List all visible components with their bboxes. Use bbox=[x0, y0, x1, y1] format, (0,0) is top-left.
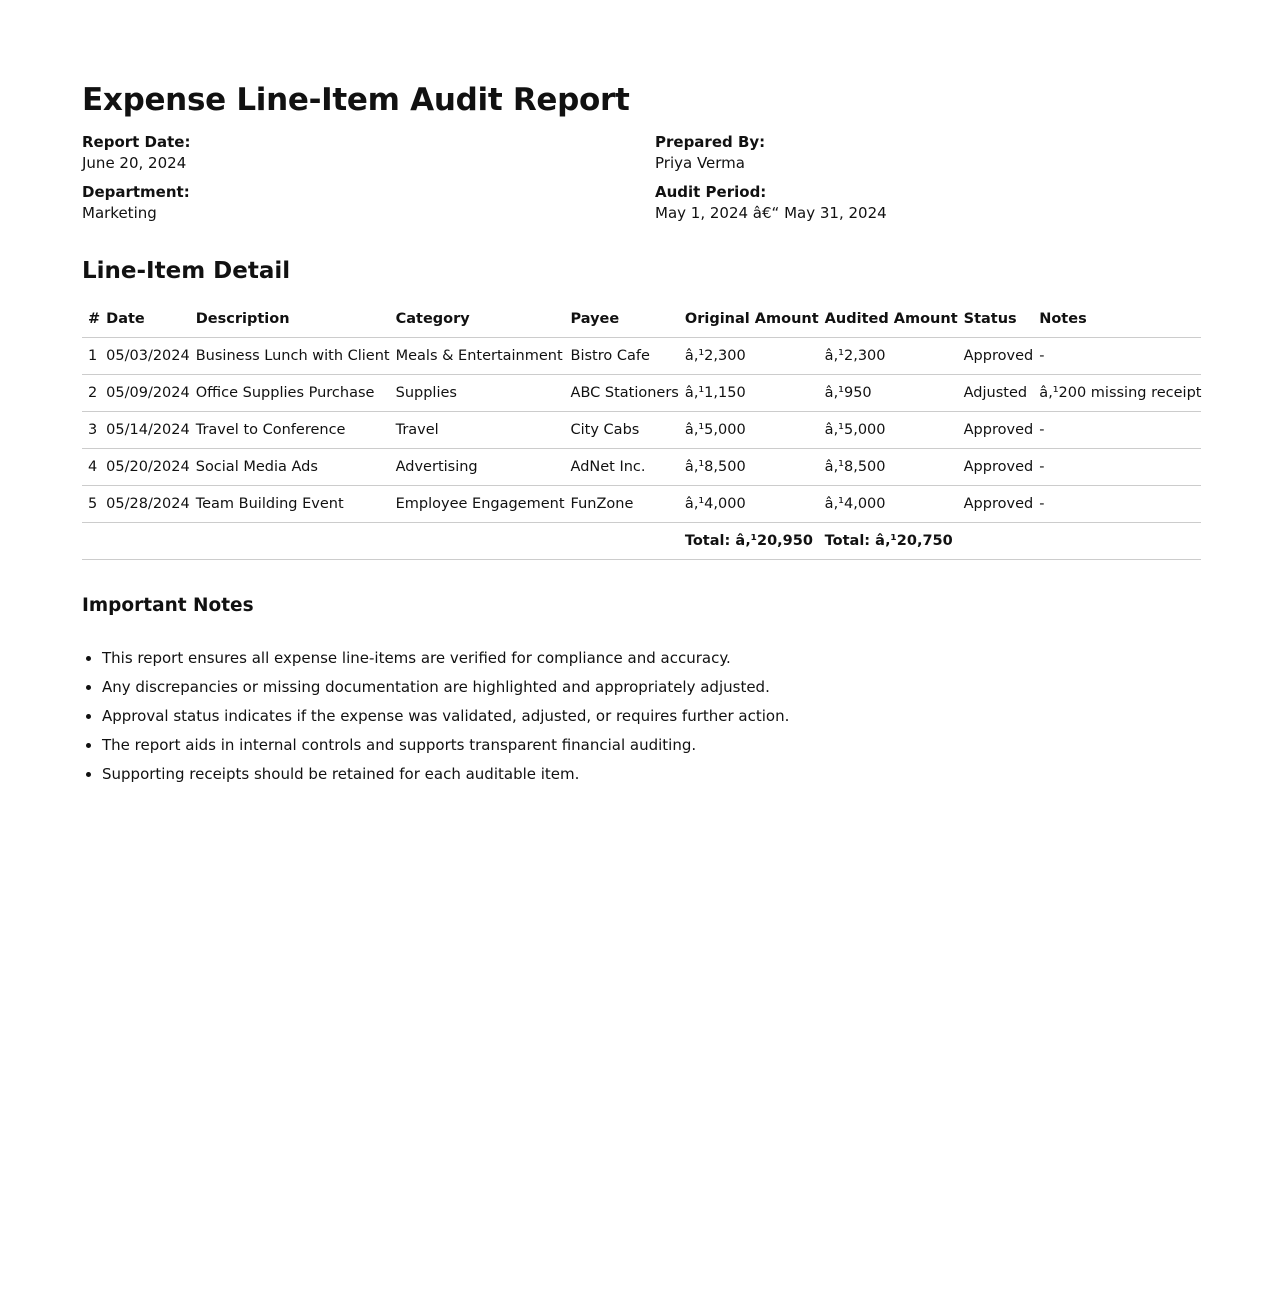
cell-category: Travel bbox=[390, 412, 565, 449]
cell-status: Approved bbox=[958, 338, 1034, 375]
report-page bbox=[82, 78, 1202, 789]
report-date-value: June 20, 2024 bbox=[82, 154, 187, 172]
audit-period-field bbox=[655, 182, 1196, 224]
totals-spacer bbox=[958, 523, 1034, 560]
cell-notes: - bbox=[1033, 338, 1201, 375]
totals-spacer bbox=[190, 523, 390, 560]
cell-date: 05/09/2024 bbox=[100, 375, 190, 412]
col-header-description: Description bbox=[190, 301, 390, 338]
cell-audited-amount: â‚¹4,000 bbox=[819, 486, 958, 523]
cell-number: 4 bbox=[82, 449, 100, 486]
cell-status: Adjusted bbox=[958, 375, 1034, 412]
table-row bbox=[82, 449, 1201, 486]
totals-row bbox=[82, 523, 1201, 560]
totals-spacer bbox=[100, 523, 190, 560]
notes-heading: Important Notes bbox=[82, 595, 254, 616]
line-item-table bbox=[82, 301, 1201, 560]
total-audited-amount: Total: â‚¹20,750 bbox=[819, 523, 958, 560]
cell-payee: Bistro Cafe bbox=[565, 338, 679, 375]
cell-number: 3 bbox=[82, 412, 100, 449]
col-header-category: Category bbox=[390, 301, 565, 338]
cell-description: Travel to Conference bbox=[190, 412, 390, 449]
department-value: Marketing bbox=[82, 204, 157, 222]
cell-status: Approved bbox=[958, 449, 1034, 486]
cell-notes: - bbox=[1033, 486, 1201, 523]
line-item-heading: Line-Item Detail bbox=[82, 258, 291, 284]
cell-payee: FunZone bbox=[565, 486, 679, 523]
list-item: • This report ensures all expense line-items are verified for compliance and accuracy. bbox=[102, 644, 1196, 673]
cell-original-amount: â‚¹2,300 bbox=[679, 338, 819, 375]
cell-audited-amount: â‚¹950 bbox=[819, 375, 958, 412]
totals-spacer bbox=[1033, 523, 1201, 560]
report-title: Expense Line-Item Audit Report bbox=[82, 82, 630, 118]
totals-spacer bbox=[565, 523, 679, 560]
cell-date: 05/14/2024 bbox=[100, 412, 190, 449]
cell-description: Business Lunch with Client bbox=[190, 338, 390, 375]
cell-number: 1 bbox=[82, 338, 100, 375]
cell-notes: - bbox=[1033, 449, 1201, 486]
table-header-row bbox=[82, 301, 1201, 338]
col-header-original-amount: Original Amount bbox=[679, 301, 819, 338]
totals-spacer bbox=[82, 523, 100, 560]
cell-notes: â‚¹200 missing receipt bbox=[1033, 375, 1201, 412]
cell-original-amount: â‚¹5,000 bbox=[679, 412, 819, 449]
totals-spacer bbox=[390, 523, 565, 560]
col-header-audited-amount: Audited Amount bbox=[819, 301, 958, 338]
cell-audited-amount: â‚¹8,500 bbox=[819, 449, 958, 486]
cell-category: Advertising bbox=[390, 449, 565, 486]
cell-status: Approved bbox=[958, 412, 1034, 449]
audit-period-value: May 1, 2024 â€“ May 31, 2024 bbox=[655, 204, 887, 222]
cell-category: Employee Engagement bbox=[390, 486, 565, 523]
notes-list bbox=[82, 644, 1196, 789]
total-original-amount: Total: â‚¹20,950 bbox=[679, 523, 819, 560]
list-item: • The report aids in internal controls and supports transparent financial auditing. bbox=[102, 731, 1196, 760]
department-label: Department: bbox=[82, 183, 190, 201]
list-item: • Approval status indicates if the expense was validated, adjusted, or requires further action. bbox=[102, 702, 1196, 731]
cell-original-amount: â‚¹8,500 bbox=[679, 449, 819, 486]
department-field bbox=[82, 182, 655, 224]
col-header-date: Date bbox=[100, 301, 190, 338]
cell-number: 2 bbox=[82, 375, 100, 412]
cell-category: Meals & Entertainment bbox=[390, 338, 565, 375]
col-header-notes: Notes bbox=[1033, 301, 1201, 338]
cell-date: 05/20/2024 bbox=[100, 449, 190, 486]
table-row bbox=[82, 486, 1201, 523]
report-meta bbox=[82, 132, 1196, 224]
col-header-payee: Payee bbox=[565, 301, 679, 338]
cell-original-amount: â‚¹1,150 bbox=[679, 375, 819, 412]
cell-number: 5 bbox=[82, 486, 100, 523]
prepared-by-label: Prepared By: bbox=[655, 133, 766, 151]
cell-original-amount: â‚¹4,000 bbox=[679, 486, 819, 523]
table-row bbox=[82, 412, 1201, 449]
cell-audited-amount: â‚¹2,300 bbox=[819, 338, 958, 375]
cell-description: Office Supplies Purchase bbox=[190, 375, 390, 412]
cell-status: Approved bbox=[958, 486, 1034, 523]
prepared-by-field bbox=[655, 132, 1196, 174]
table-row bbox=[82, 375, 1201, 412]
col-header-number: # bbox=[82, 301, 100, 338]
cell-payee: ABC Stationers bbox=[565, 375, 679, 412]
cell-description: Social Media Ads bbox=[190, 449, 390, 486]
cell-description: Team Building Event bbox=[190, 486, 390, 523]
cell-payee: AdNet Inc. bbox=[565, 449, 679, 486]
list-item: • Any discrepancies or missing documentation are highlighted and appropriately adjusted. bbox=[102, 673, 1196, 702]
cell-notes: - bbox=[1033, 412, 1201, 449]
col-header-status: Status bbox=[958, 301, 1034, 338]
report-date-label: Report Date: bbox=[82, 133, 191, 151]
cell-payee: City Cabs bbox=[565, 412, 679, 449]
audit-period-label: Audit Period: bbox=[655, 183, 767, 201]
cell-date: 05/28/2024 bbox=[100, 486, 190, 523]
cell-date: 05/03/2024 bbox=[100, 338, 190, 375]
report-date-field bbox=[82, 132, 655, 174]
list-item: • Supporting receipts should be retained for each auditable item. bbox=[102, 760, 1196, 789]
cell-category: Supplies bbox=[390, 375, 565, 412]
cell-audited-amount: â‚¹5,000 bbox=[819, 412, 958, 449]
prepared-by-value: Priya Verma bbox=[655, 154, 745, 172]
table-row bbox=[82, 338, 1201, 375]
